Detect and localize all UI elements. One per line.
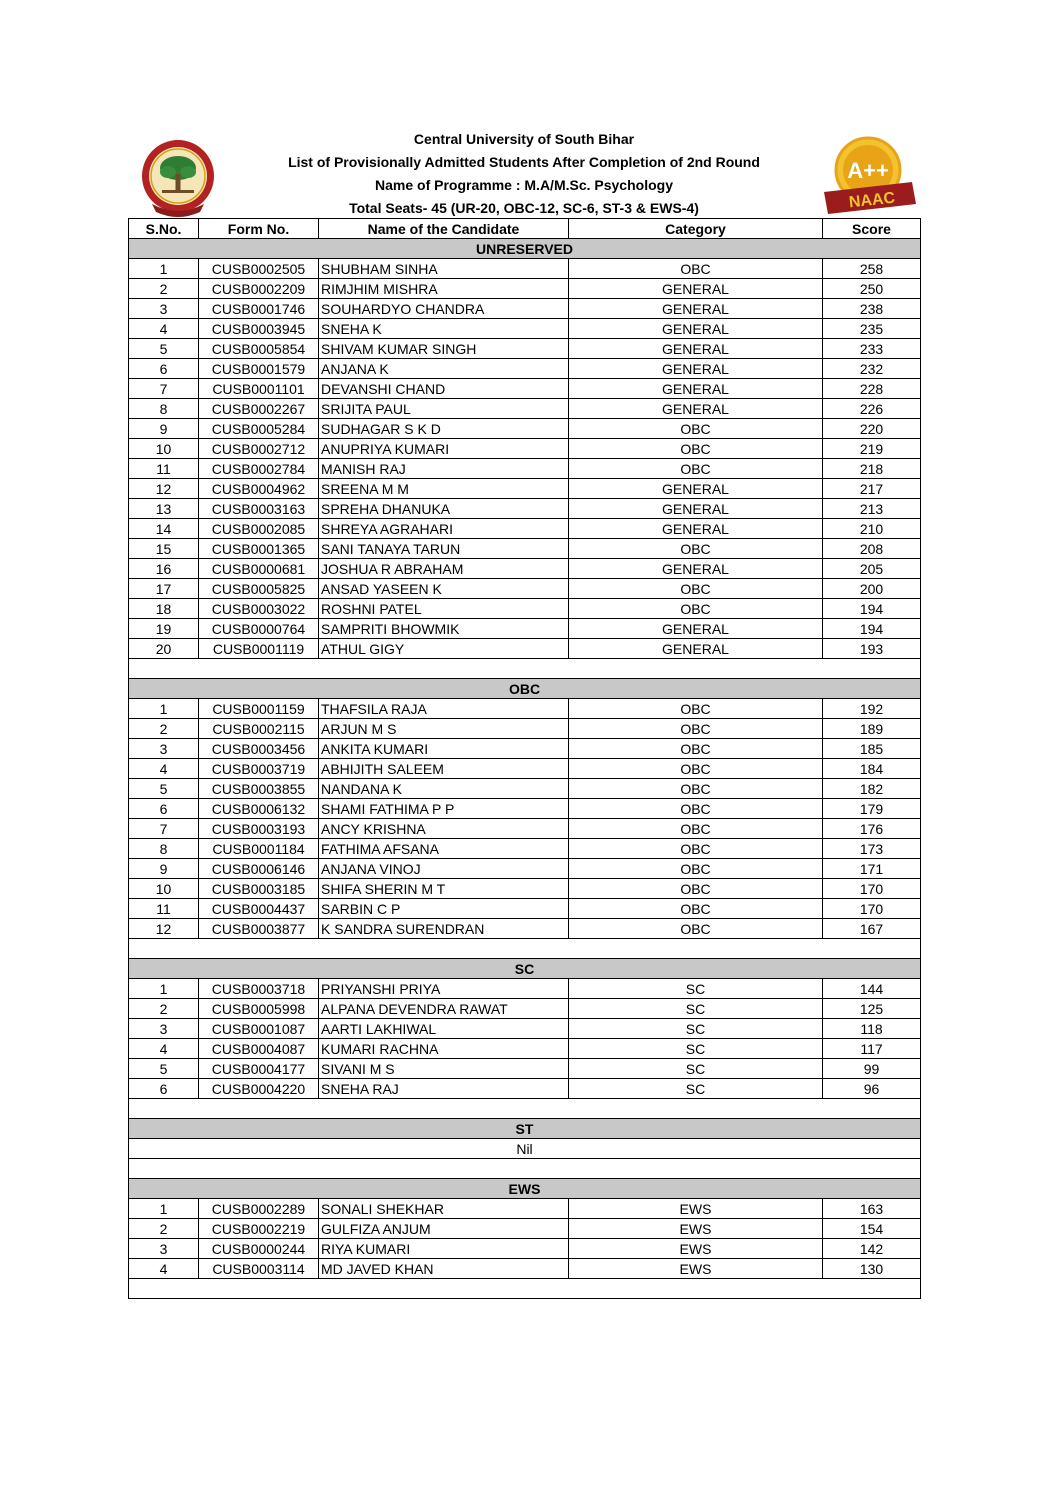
cell-category: OBC xyxy=(569,459,823,479)
table-row xyxy=(129,879,921,899)
cell-category: OBC xyxy=(569,819,823,839)
cell-category: GENERAL xyxy=(569,559,823,579)
cell-sno: 6 xyxy=(129,1079,199,1099)
col-header-sno: S.No. xyxy=(129,219,199,239)
cell-score: 193 xyxy=(823,639,921,659)
cell-sno: 8 xyxy=(129,839,199,859)
table-row xyxy=(129,279,921,299)
table-body xyxy=(129,239,921,1299)
cell-score: 226 xyxy=(823,399,921,419)
cell-score: 200 xyxy=(823,579,921,599)
cell-category: GENERAL xyxy=(569,639,823,659)
cell-score: 170 xyxy=(823,879,921,899)
cell-form-no: CUSB0001159 xyxy=(199,699,319,719)
cell-category: SC xyxy=(569,999,823,1019)
cell-form-no: CUSB0001119 xyxy=(199,639,319,659)
cell-form-no: CUSB0003163 xyxy=(199,499,319,519)
cell-sno: 9 xyxy=(129,859,199,879)
cell-form-no: CUSB0002505 xyxy=(199,259,319,279)
cell-name: ANKITA KUMARI xyxy=(319,739,569,759)
cell-score: 173 xyxy=(823,839,921,859)
spacer-cell xyxy=(129,1279,921,1299)
table-row xyxy=(129,299,921,319)
cell-name: FATHIMA AFSANA xyxy=(319,839,569,859)
table-row xyxy=(129,359,921,379)
cell-score: 217 xyxy=(823,479,921,499)
section-heading-row xyxy=(129,1119,921,1139)
table-row xyxy=(129,759,921,779)
cell-category: OBC xyxy=(569,719,823,739)
cell-form-no: CUSB0003185 xyxy=(199,879,319,899)
cell-sno: 2 xyxy=(129,1219,199,1239)
cell-score: 213 xyxy=(823,499,921,519)
table-row xyxy=(129,379,921,399)
table-row xyxy=(129,1219,921,1239)
spacer-cell xyxy=(129,939,921,959)
cell-name: SHREYA AGRAHARI xyxy=(319,519,569,539)
cell-form-no: CUSB0001101 xyxy=(199,379,319,399)
cell-sno: 7 xyxy=(129,819,199,839)
cell-score: 208 xyxy=(823,539,921,559)
cell-name: MD JAVED KHAN xyxy=(319,1259,569,1279)
table-row xyxy=(129,779,921,799)
cell-category: OBC xyxy=(569,839,823,859)
cell-sno: 19 xyxy=(129,619,199,639)
cell-form-no: CUSB0005998 xyxy=(199,999,319,1019)
cell-category: EWS xyxy=(569,1239,823,1259)
cell-category: OBC xyxy=(569,899,823,919)
table-row xyxy=(129,259,921,279)
cell-sno: 1 xyxy=(129,699,199,719)
table-row xyxy=(129,1239,921,1259)
cell-name: ROSHNI PATEL xyxy=(319,599,569,619)
cell-form-no: CUSB0003456 xyxy=(199,739,319,759)
document-header xyxy=(128,128,920,218)
table-row xyxy=(129,499,921,519)
cell-score: 117 xyxy=(823,1039,921,1059)
cell-sno: 6 xyxy=(129,799,199,819)
spacer-row xyxy=(129,1099,921,1119)
cell-name: SARBIN C P xyxy=(319,899,569,919)
cell-form-no: CUSB0003114 xyxy=(199,1259,319,1279)
cell-sno: 1 xyxy=(129,1199,199,1219)
table-row xyxy=(129,1199,921,1219)
table-row xyxy=(129,979,921,999)
table-row xyxy=(129,699,921,719)
cell-category: EWS xyxy=(569,1219,823,1239)
cell-category: OBC xyxy=(569,859,823,879)
cell-name: KUMARI RACHNA xyxy=(319,1039,569,1059)
cell-score: 219 xyxy=(823,439,921,459)
nil-text: Nil xyxy=(129,1139,921,1159)
cell-name: SNEHA K xyxy=(319,319,569,339)
cell-category: OBC xyxy=(569,419,823,439)
cell-sno: 6 xyxy=(129,359,199,379)
cell-name: DEVANSHI CHAND xyxy=(319,379,569,399)
cell-sno: 11 xyxy=(129,899,199,919)
cell-sno: 4 xyxy=(129,759,199,779)
cell-score: 194 xyxy=(823,599,921,619)
cell-sno: 4 xyxy=(129,1039,199,1059)
table-row xyxy=(129,1039,921,1059)
cell-name: SREENA M M xyxy=(319,479,569,499)
spacer-row xyxy=(129,659,921,679)
cell-category: GENERAL xyxy=(569,399,823,419)
cell-score: 142 xyxy=(823,1239,921,1259)
cell-form-no: CUSB0006132 xyxy=(199,799,319,819)
cell-name: NANDANA K xyxy=(319,779,569,799)
table-row xyxy=(129,619,921,639)
cell-form-no: CUSB0006146 xyxy=(199,859,319,879)
cell-name: GULFIZA ANJUM xyxy=(319,1219,569,1239)
cell-score: 218 xyxy=(823,459,921,479)
table-row xyxy=(129,559,921,579)
cell-score: 144 xyxy=(823,979,921,999)
cell-name: SNEHA RAJ xyxy=(319,1079,569,1099)
naac-name-text: NAAC xyxy=(848,189,896,212)
table-row xyxy=(129,639,921,659)
cell-sno: 3 xyxy=(129,1239,199,1259)
spacer-row xyxy=(129,1159,921,1179)
cell-sno: 4 xyxy=(129,319,199,339)
cell-score: 130 xyxy=(823,1259,921,1279)
cell-form-no: CUSB0001087 xyxy=(199,1019,319,1039)
cell-sno: 18 xyxy=(129,599,199,619)
cell-category: OBC xyxy=(569,579,823,599)
cell-form-no: CUSB0002219 xyxy=(199,1219,319,1239)
table-row xyxy=(129,599,921,619)
section-heading-row xyxy=(129,1179,921,1199)
cell-form-no: CUSB0002115 xyxy=(199,719,319,739)
col-header-category: Category xyxy=(569,219,823,239)
table-row xyxy=(129,839,921,859)
cell-name: SIVANI M S xyxy=(319,1059,569,1079)
cell-score: 125 xyxy=(823,999,921,1019)
cell-score: 232 xyxy=(823,359,921,379)
cell-sno: 12 xyxy=(129,919,199,939)
spacer-row xyxy=(129,1279,921,1299)
cell-category: OBC xyxy=(569,779,823,799)
col-header-score: Score xyxy=(823,219,921,239)
cell-sno: 2 xyxy=(129,719,199,739)
cell-form-no: CUSB0002784 xyxy=(199,459,319,479)
section-title: ST xyxy=(129,1119,921,1139)
cell-sno: 16 xyxy=(129,559,199,579)
cell-name: SHIVAM KUMAR SINGH xyxy=(319,339,569,359)
cell-sno: 12 xyxy=(129,479,199,499)
cell-sno: 9 xyxy=(129,419,199,439)
cell-form-no: CUSB0001365 xyxy=(199,539,319,559)
table-row xyxy=(129,1019,921,1039)
cell-score: 192 xyxy=(823,699,921,719)
cell-score: 154 xyxy=(823,1219,921,1239)
cell-category: OBC xyxy=(569,799,823,819)
cell-form-no: CUSB0001579 xyxy=(199,359,319,379)
cell-score: 167 xyxy=(823,919,921,939)
cell-name: ARJUN M S xyxy=(319,719,569,739)
table-row xyxy=(129,1259,921,1279)
cell-name: SRIJITA PAUL xyxy=(319,399,569,419)
cell-form-no: CUSB0004177 xyxy=(199,1059,319,1079)
cell-category: OBC xyxy=(569,599,823,619)
cell-sno: 3 xyxy=(129,1019,199,1039)
cell-form-no: CUSB0005825 xyxy=(199,579,319,599)
cell-form-no: CUSB0001746 xyxy=(199,299,319,319)
cell-category: OBC xyxy=(569,259,823,279)
cell-sno: 7 xyxy=(129,379,199,399)
naac-grade-text: A++ xyxy=(847,158,889,183)
cell-score: 258 xyxy=(823,259,921,279)
section-title: UNRESERVED xyxy=(129,239,921,259)
cell-form-no: CUSB0001184 xyxy=(199,839,319,859)
cell-score: 99 xyxy=(823,1059,921,1079)
table-row xyxy=(129,999,921,1019)
cell-name: ANJANA K xyxy=(319,359,569,379)
cell-score: 171 xyxy=(823,859,921,879)
cell-score: 182 xyxy=(823,779,921,799)
section-title: OBC xyxy=(129,679,921,699)
table-row xyxy=(129,1079,921,1099)
cell-name: ANCY KRISHNA xyxy=(319,819,569,839)
naac-logo-icon xyxy=(818,134,918,220)
cell-category: EWS xyxy=(569,1259,823,1279)
spacer-row xyxy=(129,939,921,959)
spacer-cell xyxy=(129,1099,921,1119)
cell-category: GENERAL xyxy=(569,319,823,339)
cell-score: 185 xyxy=(823,739,921,759)
cell-sno: 13 xyxy=(129,499,199,519)
cell-category: SC xyxy=(569,1019,823,1039)
cell-sno: 5 xyxy=(129,779,199,799)
cell-name: SHAMI FATHIMA P P xyxy=(319,799,569,819)
cell-category: OBC xyxy=(569,699,823,719)
total-seats: Total Seats- 45 (UR-20, OBC-12, SC-6, ST-3 & EWS-4) xyxy=(349,200,699,216)
cell-name: ANUPRIYA KUMARI xyxy=(319,439,569,459)
cell-category: GENERAL xyxy=(569,519,823,539)
cell-name: THAFSILA RAJA xyxy=(319,699,569,719)
cell-score: 184 xyxy=(823,759,921,779)
cell-sno: 3 xyxy=(129,299,199,319)
table-row xyxy=(129,319,921,339)
table-row xyxy=(129,1059,921,1079)
cell-form-no: CUSB0002085 xyxy=(199,519,319,539)
cell-name: K SANDRA SURENDRAN xyxy=(319,919,569,939)
cell-category: SC xyxy=(569,1059,823,1079)
cell-form-no: CUSB0003719 xyxy=(199,759,319,779)
cell-category: OBC xyxy=(569,759,823,779)
table-row xyxy=(129,519,921,539)
cell-category: GENERAL xyxy=(569,359,823,379)
programme-name: Name of Programme : M.A/M.Sc. Psychology xyxy=(375,177,673,193)
cell-sno: 10 xyxy=(129,879,199,899)
cell-name: PRIYANSHI PRIYA xyxy=(319,979,569,999)
cell-name: MANISH RAJ xyxy=(319,459,569,479)
cell-form-no: CUSB0003945 xyxy=(199,319,319,339)
cell-name: SONALI SHEKHAR xyxy=(319,1199,569,1219)
cell-name: ANJANA VINOJ xyxy=(319,859,569,879)
col-header-name: Name of the Candidate xyxy=(319,219,569,239)
cell-form-no: CUSB0004087 xyxy=(199,1039,319,1059)
section-heading-row xyxy=(129,239,921,259)
nil-row xyxy=(129,1139,921,1159)
cell-category: GENERAL xyxy=(569,339,823,359)
cell-category: OBC xyxy=(569,919,823,939)
cell-score: 163 xyxy=(823,1199,921,1219)
table-row xyxy=(129,579,921,599)
cell-sno: 8 xyxy=(129,399,199,419)
cell-name: AARTI LAKHIWAL xyxy=(319,1019,569,1039)
cell-sno: 3 xyxy=(129,739,199,759)
cell-sno: 11 xyxy=(129,459,199,479)
spacer-cell xyxy=(129,659,921,679)
table-row xyxy=(129,899,921,919)
cell-score: 220 xyxy=(823,419,921,439)
cell-category: GENERAL xyxy=(569,499,823,519)
table-row xyxy=(129,339,921,359)
cell-name: SPREHA DHANUKA xyxy=(319,499,569,519)
cell-category: SC xyxy=(569,1039,823,1059)
cell-form-no: CUSB0004962 xyxy=(199,479,319,499)
table-row xyxy=(129,719,921,739)
cell-form-no: CUSB0003193 xyxy=(199,819,319,839)
admission-list-table xyxy=(128,218,921,1299)
cell-name: ALPANA DEVENDRA RAWAT xyxy=(319,999,569,1019)
cell-name: ATHUL GIGY xyxy=(319,639,569,659)
cell-form-no: CUSB0003877 xyxy=(199,919,319,939)
cell-category: SC xyxy=(569,1079,823,1099)
cell-sno: 14 xyxy=(129,519,199,539)
cell-form-no: CUSB0002267 xyxy=(199,399,319,419)
table-row xyxy=(129,859,921,879)
cell-sno: 2 xyxy=(129,999,199,1019)
cell-name: SHIFA SHERIN M T xyxy=(319,879,569,899)
cell-form-no: CUSB0002289 xyxy=(199,1199,319,1219)
cell-form-no: CUSB0000764 xyxy=(199,619,319,639)
cell-score: 205 xyxy=(823,559,921,579)
cell-name: JOSHUA R ABRAHAM xyxy=(319,559,569,579)
cell-form-no: CUSB0004220 xyxy=(199,1079,319,1099)
section-heading-row xyxy=(129,959,921,979)
section-heading-row xyxy=(129,679,921,699)
cell-form-no: CUSB0003022 xyxy=(199,599,319,619)
section-title: SC xyxy=(129,959,921,979)
cell-category: OBC xyxy=(569,739,823,759)
table-row xyxy=(129,819,921,839)
cell-name: SOUHARDYO CHANDRA xyxy=(319,299,569,319)
cell-name: SUDHAGAR S K D xyxy=(319,419,569,439)
cell-form-no: CUSB0005854 xyxy=(199,339,319,359)
cell-form-no: CUSB0004437 xyxy=(199,899,319,919)
table-row xyxy=(129,419,921,439)
cell-score: 96 xyxy=(823,1079,921,1099)
cell-form-no: CUSB0000681 xyxy=(199,559,319,579)
cell-score: 238 xyxy=(823,299,921,319)
section-title: EWS xyxy=(129,1179,921,1199)
cell-form-no: CUSB0002712 xyxy=(199,439,319,459)
cell-name: RIYA KUMARI xyxy=(319,1239,569,1259)
university-name: Central University of South Bihar xyxy=(413,131,635,147)
cell-score: 176 xyxy=(823,819,921,839)
cell-score: 194 xyxy=(823,619,921,639)
cell-sno: 2 xyxy=(129,279,199,299)
spacer-cell xyxy=(129,1159,921,1179)
cell-form-no: CUSB0002209 xyxy=(199,279,319,299)
table-row xyxy=(129,739,921,759)
cell-category: OBC xyxy=(569,439,823,459)
cell-score: 233 xyxy=(823,339,921,359)
cell-sno: 5 xyxy=(129,1059,199,1079)
cell-score: 235 xyxy=(823,319,921,339)
cell-category: OBC xyxy=(569,879,823,899)
cell-category: GENERAL xyxy=(569,299,823,319)
cell-sno: 1 xyxy=(129,259,199,279)
cell-sno: 20 xyxy=(129,639,199,659)
cell-score: 228 xyxy=(823,379,921,399)
cell-name: SAMPRITI BHOWMIK xyxy=(319,619,569,639)
table-row xyxy=(129,439,921,459)
cell-sno: 17 xyxy=(129,579,199,599)
list-title: List of Provisionally Admitted Students After Completion of 2nd Round xyxy=(288,154,760,170)
table-row xyxy=(129,539,921,559)
table-row xyxy=(129,799,921,819)
cell-name: ANSAD YASEEN K xyxy=(319,579,569,599)
cell-score: 118 xyxy=(823,1019,921,1039)
cell-sno: 10 xyxy=(129,439,199,459)
cell-score: 170 xyxy=(823,899,921,919)
cell-category: GENERAL xyxy=(569,379,823,399)
col-header-form-no: Form No. xyxy=(199,219,319,239)
cell-category: GENERAL xyxy=(569,279,823,299)
cell-sno: 5 xyxy=(129,339,199,359)
cell-form-no: CUSB0003718 xyxy=(199,979,319,999)
table-header-row xyxy=(129,219,921,239)
cell-category: EWS xyxy=(569,1199,823,1219)
table-row xyxy=(129,459,921,479)
cell-score: 210 xyxy=(823,519,921,539)
cell-category: OBC xyxy=(569,539,823,559)
cell-category: SC xyxy=(569,979,823,999)
cell-form-no: CUSB0005284 xyxy=(199,419,319,439)
cell-name: ABHIJITH SALEEM xyxy=(319,759,569,779)
cell-name: RIMJHIM MISHRA xyxy=(319,279,569,299)
cell-sno: 4 xyxy=(129,1259,199,1279)
cell-sno: 1 xyxy=(129,979,199,999)
table-row xyxy=(129,919,921,939)
cell-form-no: CUSB0000244 xyxy=(199,1239,319,1259)
cell-sno: 15 xyxy=(129,539,199,559)
table-row xyxy=(129,479,921,499)
cell-name: SHUBHAM SINHA xyxy=(319,259,569,279)
table-row xyxy=(129,399,921,419)
cell-name: SANI TANAYA TARUN xyxy=(319,539,569,559)
cell-score: 250 xyxy=(823,279,921,299)
cell-category: GENERAL xyxy=(569,619,823,639)
cell-score: 179 xyxy=(823,799,921,819)
cell-category: GENERAL xyxy=(569,479,823,499)
cell-score: 189 xyxy=(823,719,921,739)
cell-form-no: CUSB0003855 xyxy=(199,779,319,799)
